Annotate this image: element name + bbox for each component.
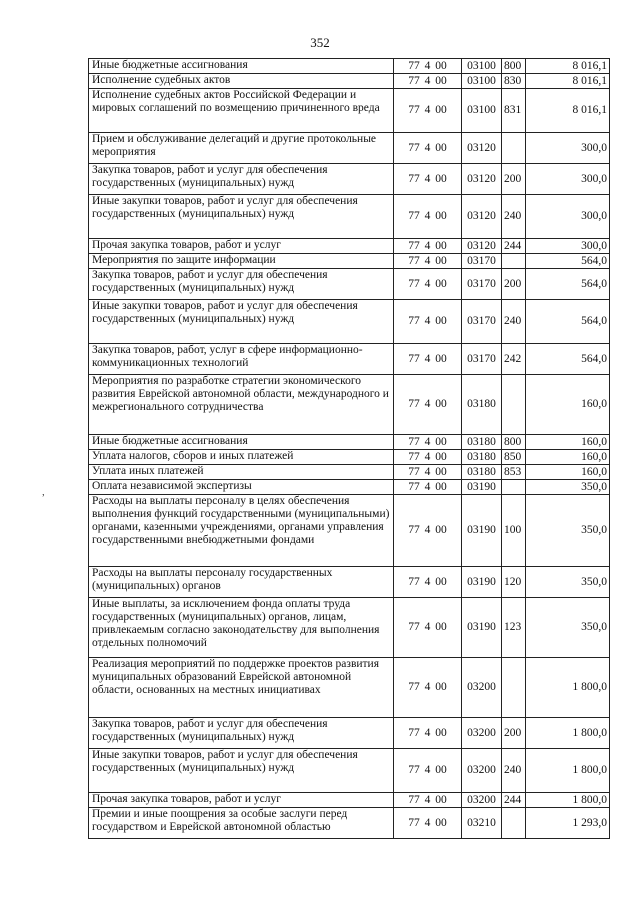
table-row <box>89 658 610 718</box>
table-row <box>89 375 610 435</box>
program-code-cell: 77 4 00 <box>394 465 462 480</box>
table-row <box>89 133 610 164</box>
target-code-cell: 03180 <box>462 435 502 450</box>
expense-type-cell: 800 <box>502 435 526 450</box>
table-row <box>89 195 610 239</box>
table-row <box>89 89 610 133</box>
item-name-cell: Уплата иных платежей <box>89 465 394 480</box>
table-row <box>89 480 610 495</box>
item-name-cell: Иные закупки товаров, работ и услуг для обеспечения государственных (муниципальных) нужд <box>89 195 394 239</box>
table-row <box>89 749 610 793</box>
expense-type-cell: 200 <box>502 269 526 300</box>
item-name-cell: Прием и обслуживание делегаций и другие протокольные мероприятия <box>89 133 394 164</box>
expense-type-cell: 830 <box>502 74 526 89</box>
item-name-cell: Расходы на выплаты персоналу в целях обеспечения выполнения функций государственными (муниципальными) органами, казенными учреждениями, органами управления государственными внебюджетными фондами <box>89 495 394 567</box>
item-name-cell: Иные выплаты, за исключением фонда оплаты труда государственных (муниципальных) органов, лицам, привлекаемым согласно законодательству для выполнения отдельных полномочий <box>89 598 394 658</box>
item-name-cell: Закупка товаров, работ, услуг в сфере информационно-коммуникационных технологий <box>89 344 394 375</box>
table-row <box>89 344 610 375</box>
target-code-cell: 03100 <box>462 59 502 74</box>
target-code-cell: 03170 <box>462 344 502 375</box>
expense-type-cell <box>502 254 526 269</box>
table-row <box>89 808 610 839</box>
budget-table <box>88 58 610 839</box>
table-row <box>89 164 610 195</box>
program-code-cell: 77 4 00 <box>394 74 462 89</box>
target-code-cell: 03120 <box>462 164 502 195</box>
program-code-cell: 77 4 00 <box>394 567 462 598</box>
program-code-cell: 77 4 00 <box>394 808 462 839</box>
amount-cell: 1 800,0 <box>526 658 610 718</box>
expense-type-cell: 850 <box>502 450 526 465</box>
table-row <box>89 495 610 567</box>
program-code-cell: 77 4 00 <box>394 254 462 269</box>
table-row <box>89 239 610 254</box>
table-row <box>89 450 610 465</box>
item-name-cell: Уплата налогов, сборов и иных платежей <box>89 450 394 465</box>
target-code-cell: 03210 <box>462 808 502 839</box>
target-code-cell: 03200 <box>462 793 502 808</box>
program-code-cell: 77 4 00 <box>394 718 462 749</box>
item-name-cell: Оплата независимой экспертизы <box>89 480 394 495</box>
table-row <box>89 793 610 808</box>
item-name-cell: Закупка товаров, работ и услуг для обеспечения государственных (муниципальных) нужд <box>89 269 394 300</box>
table-row <box>89 598 610 658</box>
item-name-cell: Иные закупки товаров, работ и услуг для обеспечения государственных (муниципальных) нужд <box>89 749 394 793</box>
amount-cell: 300,0 <box>526 164 610 195</box>
expense-type-cell: 120 <box>502 567 526 598</box>
item-name-cell: Мероприятия по разработке стратегии экономического развития Еврейской автономной области, международного и межрегионального сотрудничества <box>89 375 394 435</box>
program-code-cell: 77 4 00 <box>394 658 462 718</box>
expense-type-cell: 100 <box>502 495 526 567</box>
table-row <box>89 435 610 450</box>
expense-type-cell <box>502 480 526 495</box>
program-code-cell: 77 4 00 <box>394 450 462 465</box>
program-code-cell: 77 4 00 <box>394 344 462 375</box>
amount-cell: 1 800,0 <box>526 718 610 749</box>
target-code-cell: 03100 <box>462 74 502 89</box>
target-code-cell: 03190 <box>462 598 502 658</box>
table-row <box>89 465 610 480</box>
program-code-cell: 77 4 00 <box>394 300 462 344</box>
program-code-cell: 77 4 00 <box>394 598 462 658</box>
target-code-cell: 03170 <box>462 300 502 344</box>
table-row <box>89 254 610 269</box>
amount-cell: 160,0 <box>526 435 610 450</box>
expense-type-cell: 244 <box>502 239 526 254</box>
table-body <box>89 59 610 839</box>
program-code-cell: 77 4 00 <box>394 239 462 254</box>
expense-type-cell <box>502 133 526 164</box>
expense-type-cell: 831 <box>502 89 526 133</box>
amount-cell: 8 016,1 <box>526 59 610 74</box>
expense-type-cell <box>502 375 526 435</box>
item-name-cell: Прочая закупка товаров, работ и услуг <box>89 793 394 808</box>
target-code-cell: 03120 <box>462 195 502 239</box>
amount-cell: 160,0 <box>526 450 610 465</box>
target-code-cell: 03200 <box>462 658 502 718</box>
expense-type-cell: 200 <box>502 718 526 749</box>
amount-cell: 350,0 <box>526 495 610 567</box>
target-code-cell: 03190 <box>462 567 502 598</box>
stray-mark: , <box>42 486 45 498</box>
target-code-cell: 03120 <box>462 239 502 254</box>
amount-cell: 1 800,0 <box>526 749 610 793</box>
amount-cell: 350,0 <box>526 480 610 495</box>
expense-type-cell: 123 <box>502 598 526 658</box>
target-code-cell: 03120 <box>462 133 502 164</box>
amount-cell: 160,0 <box>526 465 610 480</box>
item-name-cell: Расходы на выплаты персоналу государственных (муниципальных) органов <box>89 567 394 598</box>
target-code-cell: 03200 <box>462 718 502 749</box>
item-name-cell: Прочая закупка товаров, работ и услуг <box>89 239 394 254</box>
amount-cell: 564,0 <box>526 269 610 300</box>
amount-cell: 1 800,0 <box>526 793 610 808</box>
table-row <box>89 59 610 74</box>
table-row <box>89 269 610 300</box>
program-code-cell: 77 4 00 <box>394 59 462 74</box>
table-row <box>89 74 610 89</box>
program-code-cell: 77 4 00 <box>394 495 462 567</box>
item-name-cell: Закупка товаров, работ и услуг для обеспечения государственных (муниципальных) нужд <box>89 718 394 749</box>
table-row <box>89 718 610 749</box>
expense-type-cell: 800 <box>502 59 526 74</box>
target-code-cell: 03180 <box>462 450 502 465</box>
program-code-cell: 77 4 00 <box>394 480 462 495</box>
amount-cell: 1 293,0 <box>526 808 610 839</box>
expense-type-cell: 244 <box>502 793 526 808</box>
program-code-cell: 77 4 00 <box>394 89 462 133</box>
program-code-cell: 77 4 00 <box>394 793 462 808</box>
amount-cell: 300,0 <box>526 239 610 254</box>
expense-type-cell: 240 <box>502 300 526 344</box>
table-row <box>89 300 610 344</box>
amount-cell: 160,0 <box>526 375 610 435</box>
target-code-cell: 03170 <box>462 254 502 269</box>
expense-type-cell: 242 <box>502 344 526 375</box>
amount-cell: 300,0 <box>526 195 610 239</box>
page-number: 352 <box>310 35 330 50</box>
target-code-cell: 03180 <box>462 465 502 480</box>
amount-cell: 350,0 <box>526 567 610 598</box>
amount-cell: 564,0 <box>526 254 610 269</box>
target-code-cell: 03200 <box>462 749 502 793</box>
item-name-cell: Иные закупки товаров, работ и услуг для обеспечения государственных (муниципальных) нужд <box>89 300 394 344</box>
item-name-cell: Исполнение судебных актов <box>89 74 394 89</box>
item-name-cell: Исполнение судебных актов Российской Федерации и мировых соглашений по возмещению причиненного вреда <box>89 89 394 133</box>
amount-cell: 300,0 <box>526 133 610 164</box>
item-name-cell: Реализация мероприятий по поддержке проектов развития муниципальных образований Еврейской автономной области, основанных на местных инициативах <box>89 658 394 718</box>
table-row <box>89 567 610 598</box>
amount-cell: 564,0 <box>526 300 610 344</box>
program-code-cell: 77 4 00 <box>394 195 462 239</box>
expense-type-cell: 240 <box>502 749 526 793</box>
program-code-cell: 77 4 00 <box>394 435 462 450</box>
target-code-cell: 03190 <box>462 480 502 495</box>
program-code-cell: 77 4 00 <box>394 269 462 300</box>
expense-type-cell: 853 <box>502 465 526 480</box>
amount-cell: 350,0 <box>526 598 610 658</box>
target-code-cell: 03180 <box>462 375 502 435</box>
expense-type-cell <box>502 808 526 839</box>
item-name-cell: Иные бюджетные ассигнования <box>89 59 394 74</box>
item-name-cell: Премии и иные поощрения за особые заслуги перед государством и Еврейской автономной областью <box>89 808 394 839</box>
program-code-cell: 77 4 00 <box>394 375 462 435</box>
amount-cell: 8 016,1 <box>526 74 610 89</box>
expense-type-cell: 240 <box>502 195 526 239</box>
amount-cell: 8 016,1 <box>526 89 610 133</box>
expense-type-cell: 200 <box>502 164 526 195</box>
amount-cell: 564,0 <box>526 344 610 375</box>
item-name-cell: Иные бюджетные ассигнования <box>89 435 394 450</box>
target-code-cell: 03100 <box>462 89 502 133</box>
item-name-cell: Мероприятия по защите информации <box>89 254 394 269</box>
item-name-cell: Закупка товаров, работ и услуг для обеспечения государственных (муниципальных) нужд <box>89 164 394 195</box>
target-code-cell: 03190 <box>462 495 502 567</box>
expense-type-cell <box>502 658 526 718</box>
target-code-cell: 03170 <box>462 269 502 300</box>
program-code-cell: 77 4 00 <box>394 749 462 793</box>
program-code-cell: 77 4 00 <box>394 164 462 195</box>
program-code-cell: 77 4 00 <box>394 133 462 164</box>
